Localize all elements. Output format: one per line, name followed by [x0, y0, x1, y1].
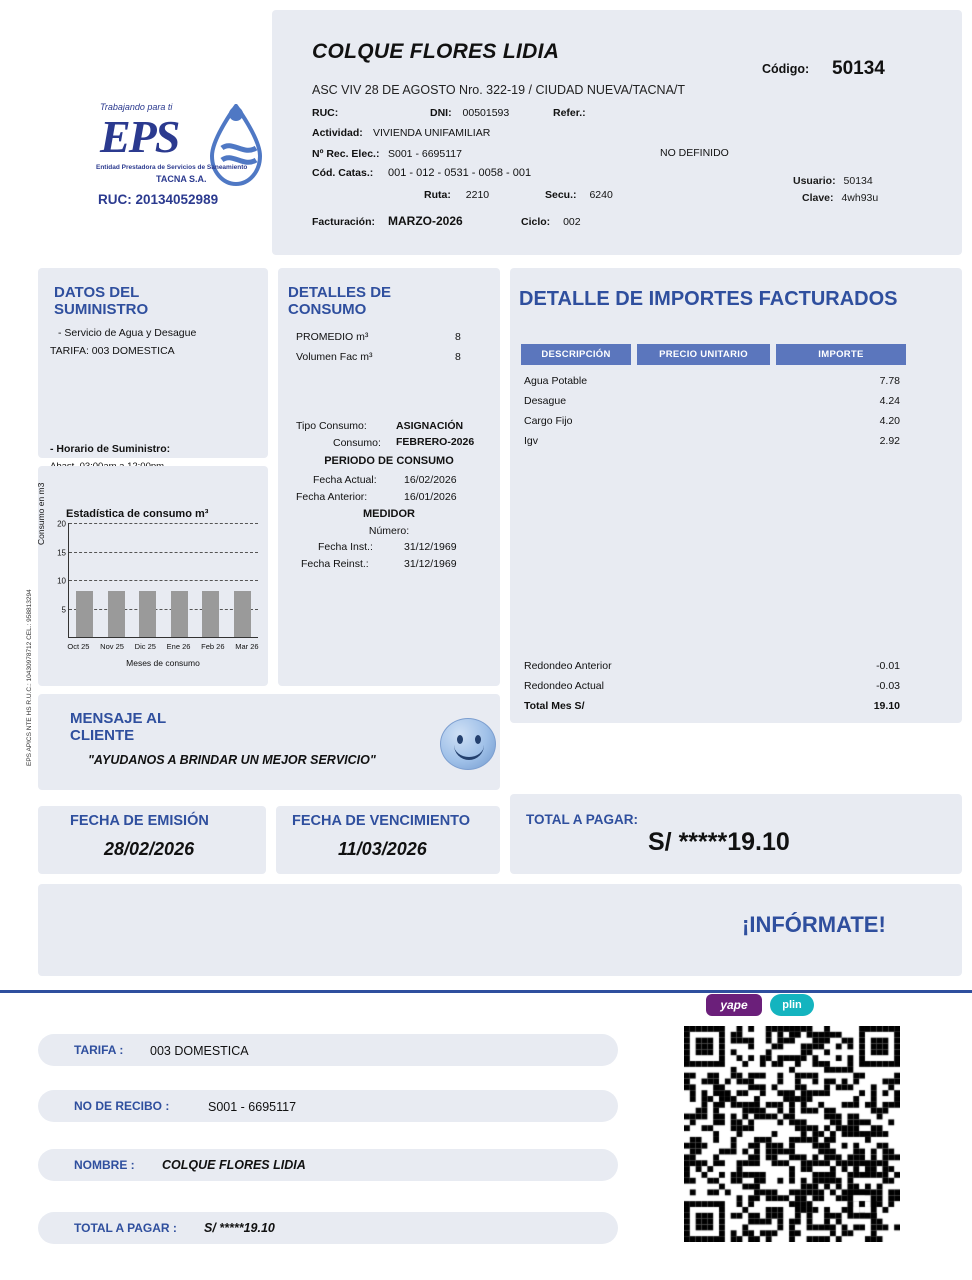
actividad-value: VIVIENDA UNIFAMILIAR — [373, 127, 491, 139]
informate-text: ¡INFÓRMATE! — [742, 912, 886, 937]
chart-bar — [139, 591, 156, 637]
ruta-value: 2210 — [465, 189, 490, 201]
row-desc: Igv — [524, 435, 539, 447]
chart-xticks — [62, 642, 264, 651]
ciclo-value: 002 — [563, 216, 581, 228]
chart-xtick: Dic 25 — [134, 642, 156, 651]
chart-bars — [69, 523, 258, 637]
medidor-numero-label: Número: — [368, 525, 410, 537]
col-precio-unitario: PRECIO UNITARIO — [637, 344, 770, 365]
secu-value: 6240 — [589, 189, 613, 201]
chart-ytick: 10 — [57, 576, 66, 586]
periodo-title: PERIODO DE CONSUMO — [324, 455, 454, 467]
qr-code — [684, 1026, 900, 1242]
consumo-value: FEBRERO-2026 — [396, 436, 475, 448]
logo-text: EPS — [100, 111, 179, 162]
row-desc: Cargo Fijo — [524, 415, 573, 427]
logo-tagline: Trabajando para ti — [100, 102, 173, 112]
chart-xtick: Mar 26 — [235, 642, 259, 651]
usuario-value: 50134 — [843, 175, 873, 187]
chart-xtick: Feb 26 — [201, 642, 225, 651]
water-drop-icon — [202, 104, 272, 196]
secu-label: Secu.: — [545, 189, 577, 201]
col-importe: IMPORTE — [776, 344, 906, 365]
fecha-actual-label: Fecha Actual: — [313, 474, 377, 486]
customer-message-text: "AYUDANOS A BRINDAR UN MEJOR SERVICIO" — [88, 753, 376, 767]
fecha-inst-value: 31/12/1969 — [404, 541, 457, 553]
catastro-label: Cód. Catas.: — [312, 167, 374, 179]
consumo-label: Consumo: — [333, 437, 381, 449]
ciclo-label: Ciclo: — [521, 216, 551, 228]
row-desc: Agua Potable — [524, 375, 588, 387]
chart-bar — [76, 591, 93, 637]
fecha-anterior-value: 16/01/2026 — [404, 491, 457, 503]
plin-badge: plin — [770, 994, 814, 1016]
stub-recibo-value: S001 - 6695117 — [208, 1100, 297, 1114]
facturacion-value: MARZO-2026 — [388, 214, 463, 228]
dni-label: DNI: — [430, 107, 452, 119]
clave-label: Clave: — [802, 192, 834, 204]
supply-data-title: DATOS DEL SUMINISTRO — [54, 284, 149, 319]
stub-nombre-value: COLQUE FLORES LIDIA — [162, 1158, 306, 1172]
fecha-inst-label: Fecha Inst.: — [318, 541, 373, 553]
billed-amounts-title: DETALLE DE IMPORTES FACTURADOS — [519, 288, 898, 310]
chart-bar — [202, 591, 219, 637]
total-payable-label: TOTAL A PAGAR: — [526, 812, 638, 827]
due-date-title: FECHA DE VENCIMIENTO — [292, 813, 471, 829]
codigo-label: Código: — [762, 62, 810, 76]
due-date-value: 11/03/2026 — [338, 839, 427, 859]
smiley-icon — [440, 718, 496, 770]
row-desc: Desague — [524, 395, 567, 407]
section-divider — [0, 990, 972, 993]
chart-bar — [171, 591, 188, 637]
medidor-title: MEDIDOR — [363, 508, 415, 520]
row-amount: 2.92 — [879, 435, 900, 447]
refer-label: Refer.: — [553, 107, 586, 119]
logo-subtitle: Entidad Prestadora de Servicios de Saneamiento — [96, 164, 248, 171]
codigo-value: 50134 — [832, 58, 885, 79]
chart-xtick: Nov 25 — [100, 642, 124, 651]
redondeo-anterior-value: -0.01 — [876, 660, 900, 672]
stub-tarifa-row — [38, 1034, 618, 1066]
stub-nombre-label: NOMBRE : — [74, 1158, 135, 1172]
row-amount: 7.78 — [879, 375, 900, 387]
fecha-actual-value: 16/02/2026 — [404, 474, 457, 486]
chart-xtick: Ene 26 — [166, 642, 191, 651]
total-payable-value: S/ *****19.10 — [648, 828, 790, 856]
promedio-value: 8 — [455, 331, 461, 343]
no-definido: NO DEFINIDO — [660, 147, 729, 159]
col-descripcion: DESCRIPCIÓN — [521, 344, 631, 365]
side-printer-text: EPS APICS NTE HS R.U.C.: 10430978712 CEL.: 958813294 — [26, 589, 33, 766]
tipo-consumo-label: Tipo Consumo: — [296, 420, 367, 432]
stub-tarifa-label: TARIFA : — [74, 1043, 124, 1057]
stub-recibo-label: NO DE RECIBO : — [74, 1099, 170, 1113]
billed-amounts-panel — [510, 268, 962, 723]
ruta-label: Ruta: — [424, 189, 451, 201]
row-amount: 4.20 — [879, 415, 900, 427]
redondeo-anterior-label: Redondeo Anterior — [524, 660, 612, 672]
chart-xlabel: Meses de consumo — [126, 658, 200, 668]
chart-title: Estadística de consumo m³ — [66, 508, 209, 520]
usuario-label: Usuario: — [793, 175, 836, 187]
supply-schedule-label: - Horario de Suministro: — [50, 443, 171, 455]
company-ruc: RUC: 20134052989 — [98, 192, 219, 207]
redondeo-actual-label: Redondeo Actual — [524, 680, 604, 692]
chart-xtick: Oct 25 — [67, 642, 90, 651]
ruc-label: RUC: — [312, 107, 339, 119]
chart-bar — [108, 591, 125, 637]
logo-city: TACNA S.A. — [156, 174, 207, 184]
clave-value: 4wh93u — [841, 192, 879, 204]
chart-bar — [234, 591, 251, 637]
dni-value: 00501593 — [462, 107, 510, 119]
supply-tarifa: TARIFA: 003 DOMESTICA — [50, 345, 175, 357]
yape-badge: yape — [706, 994, 762, 1016]
chart-plot-area — [57, 519, 258, 638]
facturacion-label: Facturación: — [312, 216, 376, 228]
consumption-details-title: DETALLES DE CONSUMO — [288, 284, 392, 319]
company-logo — [92, 98, 272, 228]
stub-total-label: TOTAL A PAGAR : — [74, 1221, 177, 1235]
chart-ytick: 15 — [57, 548, 66, 557]
customer-message-title: MENSAJE AL CLIENTE — [70, 710, 166, 745]
promedio-label: PROMEDIO m³ — [296, 331, 369, 343]
issue-date-value: 28/02/2026 — [104, 839, 195, 859]
rec-elec-label: Nº Rec. Elec.: — [312, 148, 380, 160]
stub-total-value: S/ *****19.10 — [204, 1221, 275, 1235]
row-amount: 4.24 — [879, 395, 900, 407]
catastro-value: 001 - 012 - 0531 - 0058 - 001 — [388, 167, 532, 179]
stub-tarifa-value: 003 DOMESTICA — [150, 1044, 249, 1058]
client-name: COLQUE FLORES LIDIA — [312, 40, 560, 63]
redondeo-actual-value: -0.03 — [876, 680, 900, 692]
tipo-consumo-value: ASIGNACIÓN — [396, 420, 464, 432]
actividad-label: Actividad: — [312, 127, 363, 139]
volumen-label: Volumen Fac m³ — [296, 351, 373, 363]
total-mes-label: Total Mes S/ — [524, 700, 585, 712]
total-mes-value: 19.10 — [873, 700, 900, 712]
issue-date-title: FECHA DE EMISIÓN — [70, 813, 209, 829]
chart-ytick: 5 — [61, 605, 66, 614]
fecha-reinst-value: 31/12/1969 — [404, 558, 457, 570]
client-address: ASC VIV 28 DE AGOSTO Nro. 322-19 / CIUDAD NUEVA/TACNA/T — [312, 83, 686, 97]
chart-ylabel: Consumo en m3 — [36, 482, 46, 545]
supply-service: - Servicio de Agua y Desague — [58, 327, 197, 339]
fecha-anterior-label: Fecha Anterior: — [296, 491, 368, 503]
rec-elec-value: S001 - 6695117 — [388, 148, 462, 160]
fecha-reinst-label: Fecha Reinst.: — [301, 558, 369, 570]
chart-ytick: 20 — [57, 519, 66, 529]
volumen-value: 8 — [455, 351, 461, 363]
